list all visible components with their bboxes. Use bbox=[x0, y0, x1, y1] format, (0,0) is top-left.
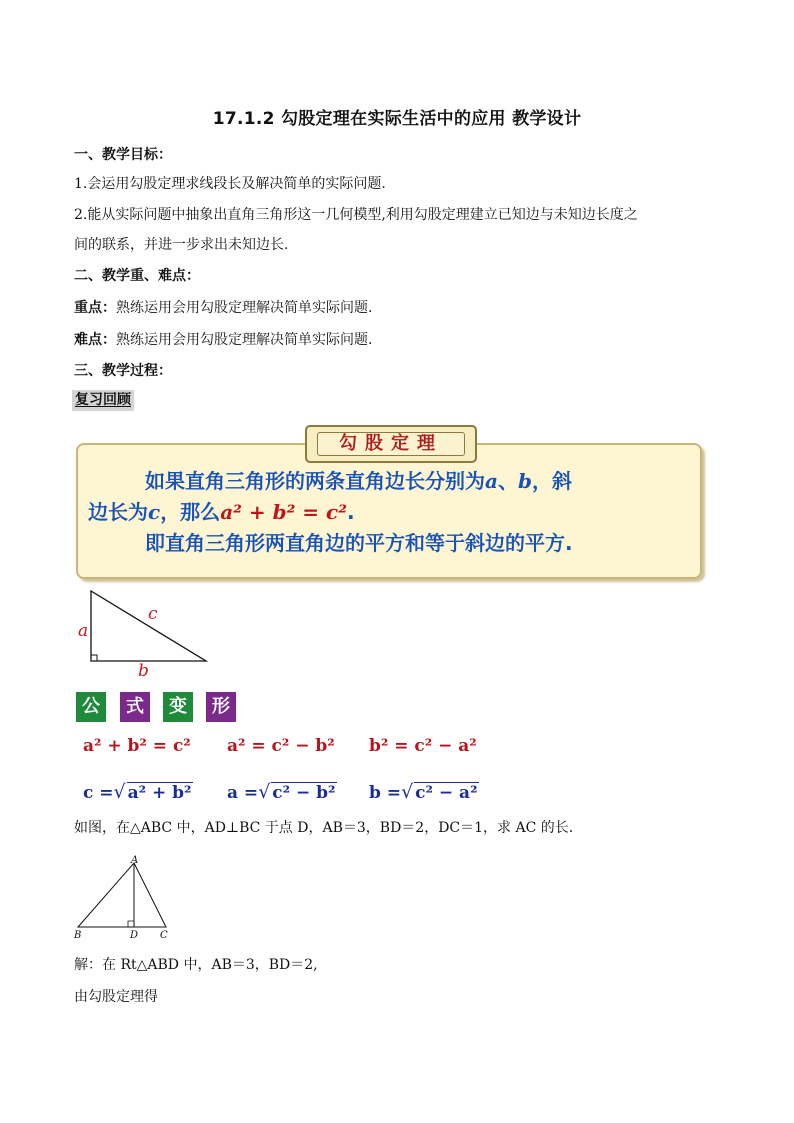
vertex-label-c: C bbox=[160, 930, 168, 941]
section-heading-keypoints: 二、教学重、难点： bbox=[74, 268, 200, 284]
theorem-line-2: 边长为c，那么a² + b² = c². bbox=[88, 500, 355, 524]
badge-gong: 公 bbox=[76, 692, 106, 722]
key-point-text: 熟练运用会用勾股定理解决简单实际问题. bbox=[116, 300, 373, 316]
goal-item-2-line2: 间的联系，并进一步求出未知边长. bbox=[74, 237, 289, 253]
side-label-c: c bbox=[148, 604, 158, 624]
triangle-abc bbox=[78, 863, 166, 927]
formula-b-root: b =√ c² − a² bbox=[369, 781, 478, 803]
vertex-label-d: D bbox=[130, 930, 139, 941]
theorem-card-title: 勾股定理 bbox=[317, 432, 465, 456]
right-angle-mark bbox=[91, 655, 97, 661]
right-angle-mark-d bbox=[128, 921, 134, 927]
goal-item-2-line1: 2.能从实际问题中抽象出直角三角形这一几何模型,利用勾股定理建立已知边与未知边长度之 bbox=[74, 207, 638, 223]
difficult-point-label: 难点： bbox=[74, 332, 116, 348]
formula-b-squared: b² = c² − a² bbox=[369, 736, 477, 756]
side-label-a: a bbox=[78, 621, 89, 641]
badge-xing: 形 bbox=[206, 692, 236, 722]
vertex-label-b: B bbox=[74, 930, 82, 941]
solution-line-2: 由勾股定理得 bbox=[74, 989, 158, 1005]
difficult-point bbox=[74, 330, 372, 350]
solution-line-1: 解：在 Rt△ABD 中，AB＝3，BD＝2, bbox=[74, 957, 318, 973]
formula-a-root: a =√ c² − b² bbox=[227, 781, 336, 803]
sqrt-icon: √ bbox=[401, 781, 414, 803]
sqrt-icon: √ bbox=[113, 781, 126, 803]
key-point-label: 重点： bbox=[74, 300, 116, 316]
review-tag: 复习回顾 bbox=[72, 390, 134, 411]
vertex-label-a: A bbox=[131, 855, 139, 866]
section-heading-goals: 一、教学目标： bbox=[74, 147, 172, 163]
theorem-line-1: 如果直角三角形的两条直角边长分别为a、b，斜 bbox=[145, 469, 572, 493]
formula-a-squared: a² = c² − b² bbox=[227, 736, 335, 756]
badge-shi: 式 bbox=[120, 692, 150, 722]
theorem-card-tab bbox=[305, 425, 477, 463]
formula-c-root: c =√ a² + b² bbox=[83, 781, 192, 803]
goal-item-1: 1.会运用勾股定理求线段长及解决简单的实际问题. bbox=[74, 176, 386, 192]
key-point bbox=[74, 298, 372, 318]
theorem-line-3: 即直角三角形两直角边的平方和等于斜边的平方. bbox=[145, 531, 573, 555]
formula-pythagoras: a² + b² = c² bbox=[83, 736, 191, 756]
problem-text: 如图，在△ABC 中，AD⊥BC 于点 D，AB＝3，BD＝2，DC＝1，求 AC 的长. bbox=[74, 820, 574, 836]
sqrt-icon: √ bbox=[258, 781, 271, 803]
side-label-b: b bbox=[138, 661, 149, 681]
section-heading-process: 三、教学过程： bbox=[74, 363, 172, 379]
triangle-shape bbox=[91, 591, 206, 661]
difficult-point-text: 熟练运用会用勾股定理解决简单实际问题. bbox=[116, 332, 373, 348]
badge-bian: 变 bbox=[163, 692, 193, 722]
page-title: 17.1.2 勾股定理在实际生活中的应用 教学设计 bbox=[212, 109, 582, 129]
theorem-formula: a² + b² = c² bbox=[220, 500, 347, 524]
